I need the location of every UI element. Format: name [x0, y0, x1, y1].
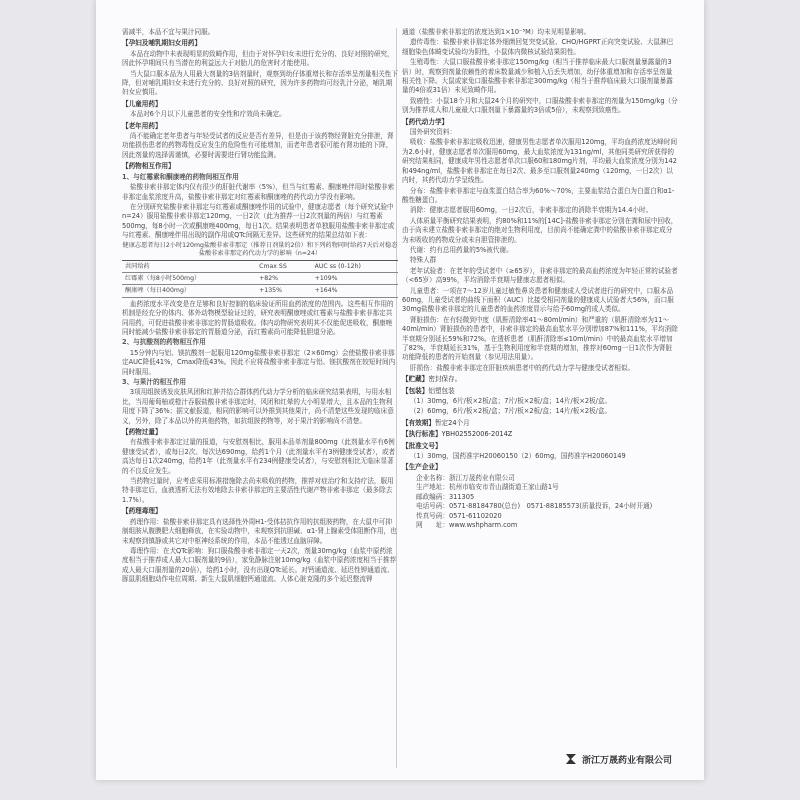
special-populations-heading: 特殊人群 [409, 256, 437, 265]
logo-text: 浙江万晟药业有限公司 [581, 755, 672, 766]
website-value: www.wshpharm.com [448, 520, 518, 529]
pk-absorption: 吸收：盐酸非索非那定吸收迅速，健康男性志愿者单次服用120mg，平均血药浓度达峰时间为2.6小时，健康志愿者单次服用60mg，最大血浆浓度为131ng/ml，其他同类研究所获得的研究结果相同，健康成年男性志愿者单次口服60和180mg片剂，平均最大血浆浓度分别为142和494ng/ml，盐酸非索非那定在每日2次、最多至口服剂量240mg（120mg，一日2次）以内时，其药代动力学呈线性。 [402, 138, 678, 185]
phone-label: 电话号码： [416, 502, 449, 511]
standard-text: YBH02552006-2014Z [441, 430, 513, 439]
pharmacology-paragraph-1: 药理作用：盐酸非索非那定具有选择性外周H1-受体拮抗作用的抗组胺药物，在大鼠中可抑制组胺从腹膜肥大细胞释放，在实验动物中，未观察到抗胆碱、α1-肾上腺素受体阻断作用，也未观察到镇静或其它对中枢神经系统的作用，本品不能透过血脑屏障。 [122, 517, 397, 545]
table-header: AUC ss (0-12h) [312, 260, 398, 272]
manufacturer-heading: 【生产企业】 [402, 463, 442, 472]
company-value: 浙江万晟药业有限公司 [448, 473, 515, 482]
package-line-1: （1）30mg，6片/板×2板/盒；7片/板×2板/盒；14片/板×2板/盒。 [409, 397, 612, 406]
interaction-paragraph-2: 在分别研究盐酸非索非那定与红霉素或酮康唑作用的试验中，健康志愿者（每个研究试验中n=24）服用盐酸非索非那定120mg，一日2次（此为推荐一日2次剂量的两倍）与红霉素500mg，每8小时一次或酮康唑400mg，每日1次。结果表明患者单独服用盐酸非索非那定或与红霉素、酮康唑伴用出现的副作用或QTc间隔无差异。这些研究的结果总结如下表： [122, 202, 395, 240]
fax-row [416, 512, 678, 521]
package-section [402, 387, 678, 396]
elderly-pk: 老年试验者：在老年的受试者中（≥65岁），非索非那定的最高血药浓度为年轻正常的试验者（<65岁）高99%，平均消除半衰期与健康志愿者相似。 [402, 266, 678, 285]
table-cell: 红霉素（每8小时500mg） [122, 272, 256, 284]
interaction-paragraph-1: 盐酸非索非那定体内仅有很少的肝脏代谢率（5%），但当与红霉素、酮康唑伴用时盐酸非索非那定血浆浓度升高，盐酸非索非那定对红霉素和酮康唑的药代动力学没有影响。 [122, 183, 395, 201]
reproductive-toxicity-text: 生殖毒性：大鼠口服盐酸非索非那定150mg/kg（相当于推荐临床最大口服剂量暴露量的3倍）时，观察到剂量依赖性的着床数量减少和植入后丢失增加，幼仔体重增加和存活率呈剂量相关性下降。大鼠或家兔口服盐酸非索非那定300mg/kg（相当于推荐临床最大口服剂量暴露量的4倍或31倍）未见致畸作用。 [402, 58, 673, 95]
address-row [416, 483, 678, 492]
pregnancy-paragraph-2: 当大鼠口服本品为人用最大剂量的3倍剂量时，观察到幼仔体重增长和存活率呈剂量相关性下降，但对哺乳期妇女未进行充分的、良好对照的研究，因为许多药物均可经乳汁分泌，哺乳期妇女应慎用。 [122, 69, 398, 97]
footer [402, 752, 678, 772]
children-pk: 儿童患者：一项在7～12岁儿童过敏性鼻炎患者和健康成人受试者进行的研究中，口服本品60mg，儿童受试者的曲线下面积（AUC）比接受相同剂量的健康成人试验者大56%，而口服30mg盐酸非索非那定的儿童患者的血药浓度显示与给予60mg的成人类似。 [402, 286, 674, 314]
children-heading: 【儿童用药】 [122, 99, 162, 108]
leaflet-sheet [96, 0, 704, 780]
approval-heading: 【批准文号】 [402, 441, 442, 450]
contact-block [402, 474, 678, 530]
table-header: 共同给药 [122, 260, 256, 272]
standard-heading: 【执行标准】 [402, 430, 442, 439]
interaction-heading: 【药物相互作用】 [122, 162, 175, 171]
package-heading: 【包装】 [402, 386, 429, 395]
validity-text: 暂定24个月 [434, 418, 470, 427]
postcode-value: 311305 [448, 492, 475, 501]
right-column [402, 28, 678, 530]
package-type: 铝塑包装 [428, 386, 455, 395]
table-header: Cmax SS [256, 260, 312, 272]
pk-mass-balance: 人体质量平衡研究结果表明，约80%和11%的[14C]-盐酸非索非那定分别在粪和尿中回收，由于尚未建立盐酸非索非那定的绝对生物利用度，目前尚不能确定粪中的盐酸非索非那定成分为未吸收的药物成分或未自胆管排泄的。 [402, 216, 678, 244]
validity-heading: 【有效期】 [402, 418, 435, 427]
fax-label: 传真号码： [416, 511, 449, 520]
overdose-paragraph-1: 有盐酸非索非那定过量的报道，与安慰剂相比，服用本品单剂量800mg（此剂量水平有6例健康受试者），或每日2次、每次达690mg，给药1个月（此剂量水平有3例健康受试者），或者高达每日1次240mg，给药1年（此剂量水平有234例健康受试者），与安慰剂相比无临床显著的不良反应发生。 [122, 438, 396, 475]
table-header-row [122, 260, 398, 272]
fax-value: 0571-61102020 [448, 511, 502, 520]
table-cell: +135% [256, 285, 312, 297]
website-label: 网 址： [416, 520, 449, 529]
carcinogenicity-text: 致癌性：小鼠18个月和大鼠24个月的研究中，口服盐酸非索非那定的剂量为150mg/kg（分别为推荐成人和儿童最大口服剂量下暴露量的3倍或5倍），未观察到致癌性。 [402, 96, 678, 115]
storage-text: 密封保存。 [428, 375, 462, 384]
right-intro: 通道（盐酸非索非那定的浓度达到1×10⁻⁵M）均未见明显影响。 [402, 28, 591, 36]
postcode-row [416, 493, 678, 502]
table-cell: +164% [312, 285, 398, 297]
left-column [122, 28, 398, 586]
elderly-heading: 【老年用药】 [122, 121, 162, 130]
validity-section [402, 419, 678, 428]
standard-section [402, 430, 678, 439]
elderly-text: 尚不能确定老年患者与年轻受试者的反应是否有差异，但是由于该药物经肾脏充分排泄，肾功能损伤患者的药物毒性反应发生的危险性有可能增加，而老年患者很可能有肾功能的下降，因此剂量的选择需谨慎，必要时需要进行肾功能监测。 [122, 132, 394, 159]
storage-section [402, 375, 678, 384]
interaction-paragraph-4: 15分钟内与铝、镁抗酸剂一起服用120mg盐酸非索非那定（2×60mg）会使盐酸非索非那定AUC降低41%，Cmax降低43%。因此不应将盐酸非索非那定与铝、镁抗酸剂在较短时间内同时服用。 [122, 348, 396, 376]
phone-value: 0571-88184780(总台) 0571-88185573(质量投诉，24小时开通) [448, 502, 653, 511]
address-label: 生产地址： [416, 483, 449, 492]
pk-distribution: 分布：盐酸非索非那定与血浆蛋白结合率为60%～70%，主要血浆结合蛋白为白蛋白和α1-酸性糖蛋白。 [402, 186, 675, 204]
company-logo [564, 752, 672, 766]
pharmacokinetics-heading: 【药代动力学】 [402, 117, 449, 126]
table-cell: +82% [256, 272, 312, 284]
interaction-table [122, 260, 398, 298]
hepatic-pk: 肝损伤：盐酸非索非那定在肝脏疾病患者中的药代动力学与健康受试者相似。 [409, 363, 635, 372]
genotoxicity-text: 遗传毒性：盐酸非索非那定体外细菌回复突变试验、CHO/HGPRT正向突变试验、大鼠淋巴细胞染色体畸变试验均为阴性，小鼠体内微核试验结果阴性。 [402, 38, 674, 56]
company-label: 企业名称： [416, 473, 449, 482]
pk-intro: 国外研究资料： [409, 128, 457, 137]
interaction-subheading-1: 1、与红霉素和酮康唑的药物间相互作用 [122, 172, 239, 181]
storage-heading: 【贮藏】 [402, 375, 429, 384]
postcode-label: 邮政编码： [416, 492, 449, 501]
website-row [416, 521, 678, 530]
phone-row [416, 502, 678, 511]
pk-metabolism: 代谢：约有总用药量的5%被代谢。 [409, 245, 513, 254]
interaction-paragraph-5: 3项用组胺诱发皮肤风团和红肿并结合群体药代动力学分析的临床研究结果表明，与用水相比，当用葡萄柚或橙汁吞服盐酸非索非那定时，风团和红晕的大小明显增大，且本品的生物利用度下降了36%；据文献报道，相同的影响可以外推到其他果汁，尚不清楚这些发现的临床意义，另外，除了本品以外的其他药物，如抗组胺药物等，对于果汁的影响尚不清楚。 [122, 388, 394, 425]
overdose-paragraph-2: 当药物过量时，应考虑采用标准措施除去尚未吸收的药物，推荐对症治疗和支持疗法，服用特非那定后，血液透析无法有效地除去非索非那定的主要活性代谢产物非索非那定（最多除去1.7%）。 [122, 477, 394, 504]
intro-line: 需减半，本品不宜与果汁同服。 [122, 28, 215, 36]
pharmacology-heading: 【药理毒理】 [122, 507, 162, 516]
table-row [122, 272, 398, 284]
table-cell: +109% [312, 272, 398, 284]
pk-elimination: 消除：健康志愿者服用60mg，一日2次后，非索非那定的消除半衰期为14.4小时。 [409, 206, 653, 215]
interaction-subheading-2: 2、与抗酸剂的药物相互作用 [122, 338, 206, 347]
address-value: 杭州市临安市青山湖街道王家山路1号 [448, 483, 559, 492]
table-row [122, 285, 398, 297]
overdose-heading: 【药物过量】 [122, 428, 162, 437]
interaction-subheading-3: 3、与果汁的相互作用 [122, 378, 186, 386]
interaction-paragraph-3: 血药浓度水平改变是在足够和良好控制的临床验证所用血药浓度的范围内。这些相互作用的机制是经充分的体内、体外动物模型验证过的，研究表明酮康唑或红霉素与盐酸非索非那定共同用药，可促进盐酸非索非那定的胃肠道吸收。体内动物研究表明其不仅能促进吸收，酮康唑同时能减少盐酸非索非那定的胃肠道分泌，而红霉素尚可能降低胆道分泌。 [122, 299, 394, 336]
pharmacology-paragraph-2: 毒理作用：在犬QTc影响：狗口服盐酸非索非那定一天2次，剂量30mg/kg（血浆中原药浓度相当于推荐成人最大口服剂量的9倍），家兔静脉注射10mg/kg（血浆中原药浓度相当于推荐成人最大口服剂量的20倍），给药1小时，没有出现QTc延长。对钙通道流、延迟性钾通道流、豚鼠肌细胞动作电位周期、新生大鼠肌细胞钙通道流、人体心脏克隆的多个延迟整流钾 [122, 546, 397, 584]
children-text: 本品对6个月以下儿童患者的安全性和疗效尚未确定。 [129, 110, 286, 119]
package-line-2: （2）60mg，6片/板×2板/盒；7片/板×2板/盒；14片/板×2板/盒。 [409, 407, 612, 416]
renal-pk: 肾脏损伤：在有轻微到中度（肌酐清除率41～80ml/min）和严重的（肌酐清除率为11～40ml/min）肾脏损伤的患者中，非索非那定的最高血浆水平分别增加87%和111%，平均消除半衰期分别延长59%和72%。在透析患者（肌酐清除率≤10ml/min）中的最高血浆水平增加了82%，半衰期延长31%，基于生物利用度和半衰期的增加，推荐对60mg一日1次作为肾脏功能降低的患者的开始剂量（参见用法用量）。 [402, 315, 678, 362]
company-row [416, 474, 678, 483]
logo-mark-icon [564, 752, 578, 766]
pregnancy-paragraph-1: 本品在动物中未表现明显的致畸作用，但由于对怀孕妇女未进行充分的、良好对照的研究，因此怀孕期间只有当潜在的利益远大于对胎儿的危害时才能使用。 [122, 49, 394, 68]
pregnancy-heading: 【孕妇及哺乳期妇女用药】 [122, 39, 202, 48]
table-cell: 酮康唑（每日400mg） [122, 285, 256, 297]
table-caption: 健康志愿者每日2小时120mg盐酸非索非那定（推荐日剂量的2倍）和下列药物同时给药7天后对稳态盐酸非索非那定药代动力学的影响（n=24） [122, 241, 398, 257]
approval-text: （1）30mg，国药准字H20060150（2）60mg，国药准字H20060149 [409, 452, 626, 461]
